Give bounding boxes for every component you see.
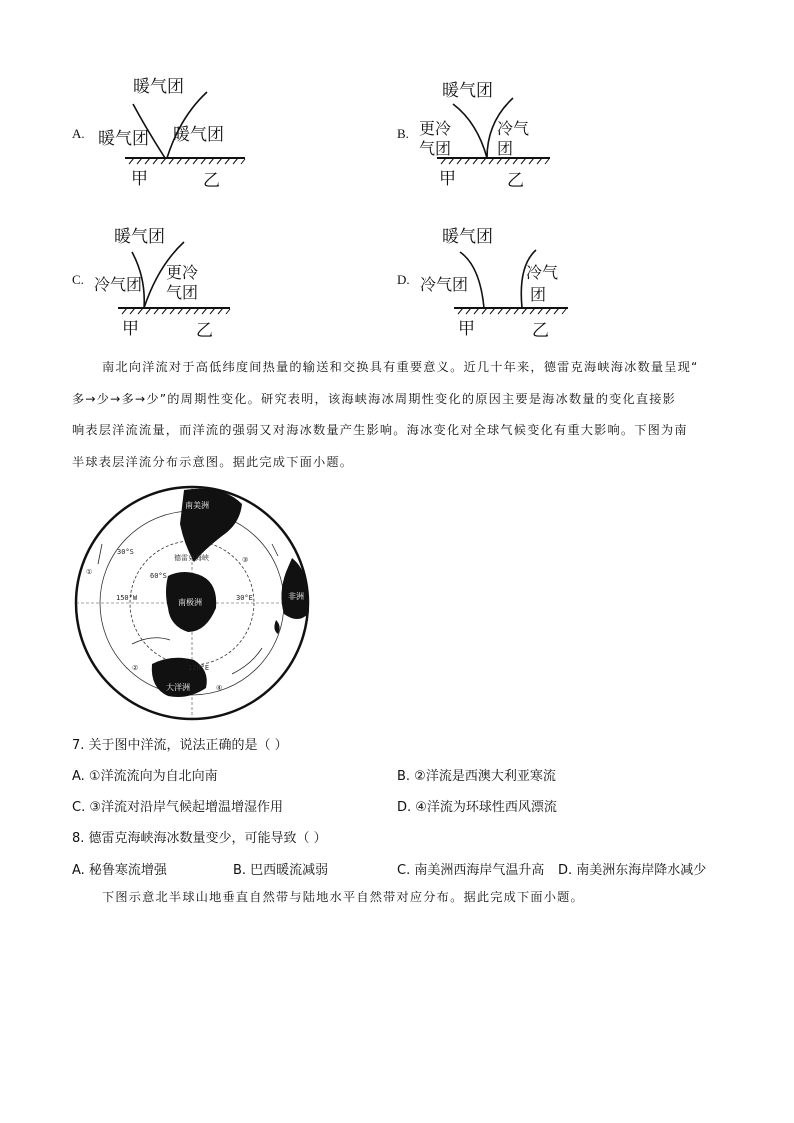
passage-mountain-zones [72,882,724,914]
question-7-option-b[interactable]: B. ②洋流是西澳大利亚寒流 [397,769,556,784]
passage-1-line-4: 半球表层洋流分布示意图。据此完成下面小题。 [72,454,354,469]
diagram-b-front-line-left [453,104,487,158]
diagram-a-base-right: 乙 [203,171,220,191]
passage-1-line-2: 多→少→多→少”的周期性变化。研究表明，该海峡海冰周期性变化的原因主要是海冰数量的变化直接影 [72,391,677,406]
diagram-a-left-label: 暖气团 [98,129,149,149]
map-current-2: ② [132,664,139,672]
passage-1-line-3: 响表层洋流流量，而洋流的强弱又对海冰数量产生影响。海冰变化对全球气候变化有重大影响。下图为南 [72,423,688,437]
ocean-current-map-svg [72,484,312,722]
front-diagram-d [418,222,578,342]
question-8-option-d[interactable]: D. 南美洲东海岸降水减少 [558,863,707,878]
diagram-d-top-label: 暖气团 [442,227,493,247]
diagram-a-top-label: 暖气团 [133,77,184,97]
diagram-c-top-label: 暖气团 [114,227,165,247]
front-diagram-b-svg [415,72,565,192]
diagram-b-right-label-1: 冷气 [497,119,530,138]
option-d-letter: D. [397,272,410,287]
diagram-b-left-label-1: 更冷 [419,119,452,138]
map-label-south-america: 南美洲 [185,501,209,510]
passage-1-line-1: 南北向洋流对于高低纬度间热量的输送和交换具有重要意义。近几十年来，德雷克海峡海冰数量呈现“ [102,360,699,374]
diagram-c-base-right: 乙 [196,321,213,341]
map-current-1: ① [86,568,93,576]
map-current-3: ③ [242,556,249,564]
diagram-b-base-right: 乙 [507,171,524,191]
question-7-option-c[interactable]: C. ③洋流对沿岸气候起增温增湿作用 [72,800,283,815]
diagram-c-left-label: 冷气团 [94,275,143,294]
option-c-letter: C. [72,272,84,287]
diagram-d-right-label-2: 团 [530,285,547,304]
diagram-b-left-label-2: 气团 [419,139,452,158]
question-7-option-a[interactable]: A. ①洋流流向为自北向南 [72,769,218,784]
diagram-d-base-left: 甲 [458,319,475,339]
front-diagram-c-svg [92,222,242,342]
map-label-lat-60: 60°S [150,572,167,580]
diagram-b-top-label: 暖气团 [442,81,493,101]
diagram-a-base-left: 甲 [131,169,148,189]
option-a-letter: A. [72,126,85,141]
question-7-option-d[interactable]: D. ④洋流为环球性西风漂流 [397,800,557,815]
map-label-lon-120e: 120°E [188,664,210,672]
question-8-option-c[interactable]: C. 南美洲西海岸气温升高 [397,863,545,878]
diagram-c-base-left: 甲 [122,319,139,339]
front-diagram-c [92,222,242,342]
map-label-africa: 非洲 [288,592,304,601]
map-label-oceania: 大洋洲 [166,683,190,692]
front-diagram-b [415,72,565,192]
ocean-current-map [72,484,312,722]
map-label-drake-passage: 德雷克海峡 [174,554,209,562]
diagram-d-left-label: 冷气团 [420,275,469,294]
question-8-stem: 8. 德雷克海峡海冰数量变少，可能导致（ ） [72,831,327,846]
front-diagram-a [95,72,245,192]
map-label-antarctica: 南极洲 [178,598,202,607]
map-label-lon-150w: 150°W [116,594,138,602]
diagram-b-right-label-2: 团 [497,139,514,158]
front-diagram-d-svg [418,222,578,342]
question-8-option-b[interactable]: B. 巴西暖流减弱 [233,863,329,878]
passage-2-line-1: 下图示意北半球山地垂直自然带与陆地水平自然带对应分布。据此完成下面小题。 [102,890,584,904]
diagram-a-right-label: 暖气团 [173,125,224,145]
passage-ocean-currents [72,352,724,478]
diagram-b-base-left: 甲 [439,169,456,189]
question-7-stem: 7. 关于图中洋流，说法正确的是（ ） [72,738,288,753]
diagram-d-right-label-1: 冷气 [526,263,559,282]
option-b-letter: B. [397,126,409,141]
question-8-option-a[interactable]: A. 秘鲁寒流增强 [72,863,167,878]
diagram-d-base-right: 乙 [532,321,549,341]
diagram-c-right-label-2: 气团 [166,283,199,302]
front-diagram-a-svg [95,72,245,192]
map-label-lon-30e: 30°E [236,594,253,602]
map-label-lat-30: 30°S [117,548,134,556]
map-current-4: ④ [216,684,223,692]
diagram-c-right-label-1: 更冷 [166,263,199,282]
